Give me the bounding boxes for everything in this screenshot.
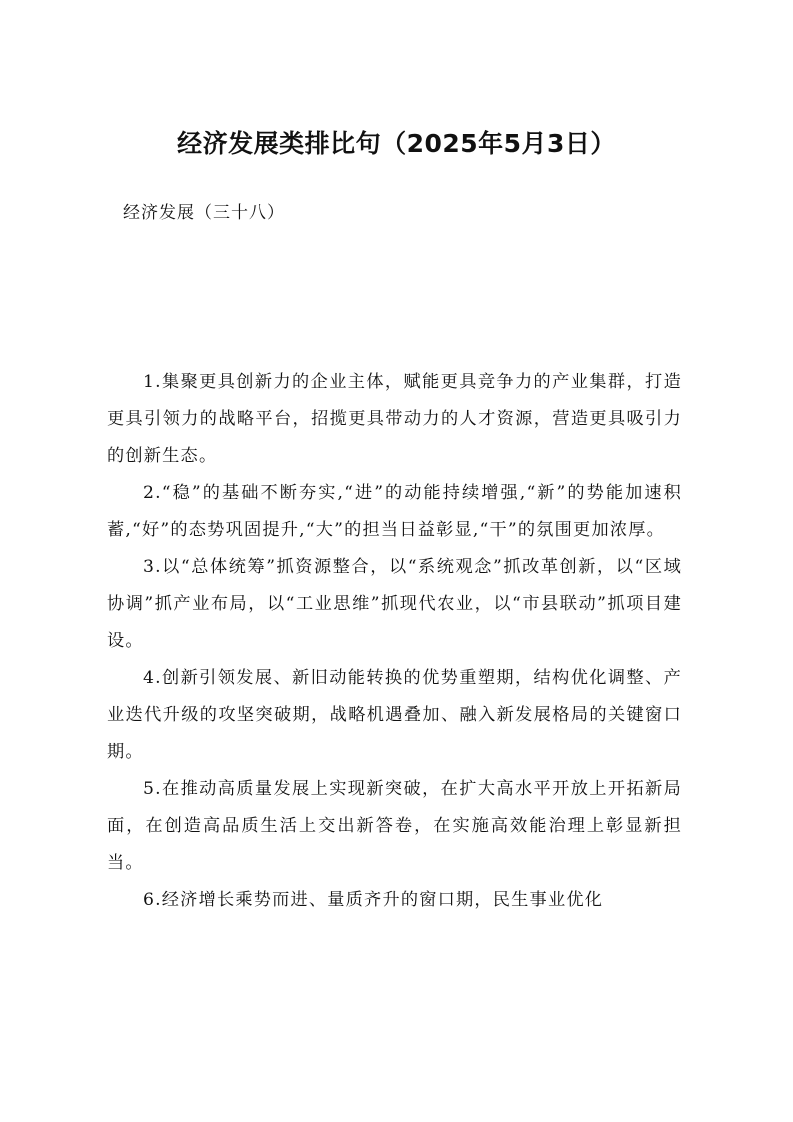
paragraph-6: 6.经济增长乘势而进、量质齐升的窗口期，民生事业优化 — [143, 890, 604, 910]
paragraph-3: 3.以“总体统筹”抓资源整合，以“系统观念”抓改革创新，以“区域协调”抓产业布局，以“工业思维”抓现代农业，以“市县联动”抓项目建设。 — [107, 557, 682, 651]
paragraph-4: 4.创新引领发展、新旧动能转换的优势重塑期，结构优化调整、产业迭代升级的攻坚突破期，战略机遇叠加、融入新发展格局的关键窗口期。 — [107, 668, 682, 762]
document-body — [107, 364, 682, 919]
document-subtitle: 经济发展（三十八） — [123, 203, 285, 223]
document-title: 经济发展类排比句（2025年5月3日） — [177, 129, 616, 158]
paragraph-1: 1.集聚更具创新力的企业主体，赋能更具竞争力的产业集群，打造更具引领力的战略平台，招揽更具带动力的人才资源，营造更具吸引力的创新生态。 — [107, 372, 682, 466]
paragraph-5: 5.在推动高质量发展上实现新突破，在扩大高水平开放上开拓新局面，在创造高品质生活上交出新答卷，在实施高效能治理上彰显新担当。 — [107, 779, 682, 873]
paragraph-2: 2.“稳”的基础不断夯实,“进”的动能持续增强,“新”的势能加速积蓄,“好”的态势巩固提升,“大”的担当日益彰显,“干”的氛围更加浓厚。 — [107, 483, 682, 540]
